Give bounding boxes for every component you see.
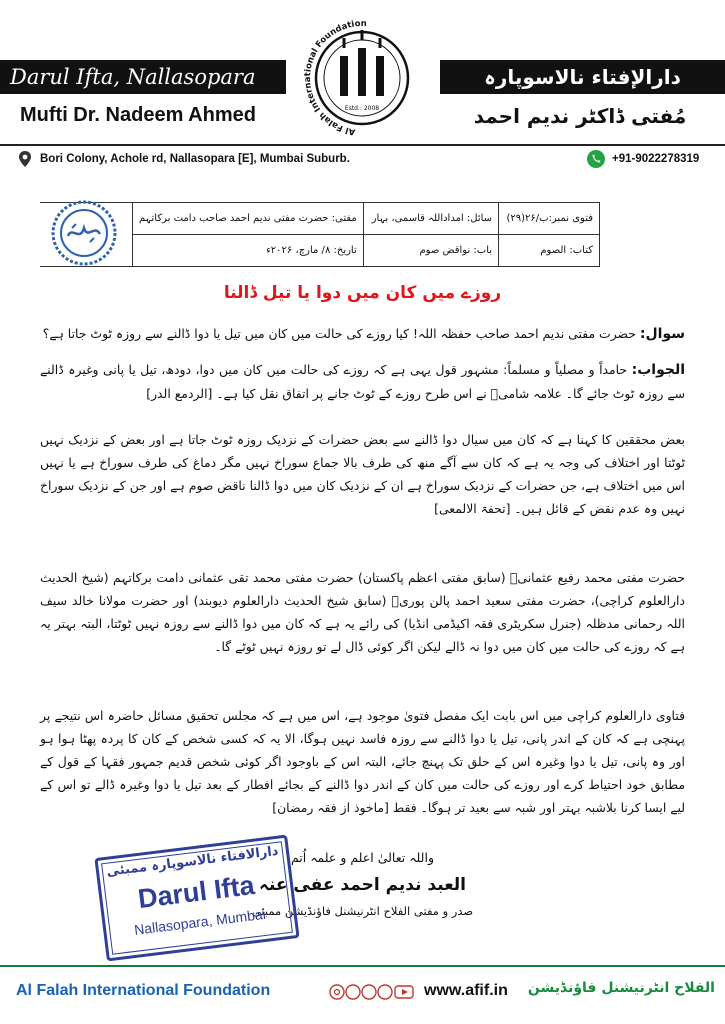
- fatwa-topic-heading: روزے میں کان میں دوا یا تیل ڈالنا: [223, 283, 502, 303]
- footer-organization: Al Falah International Foundation: [16, 982, 271, 999]
- questioner: سائل: امداداللہ قاسمی، بہار: [363, 203, 498, 235]
- instagram-icon: [330, 985, 344, 999]
- karachi-fatwa-paragraph: فتاوی دارالعلوم کراچی میں اس بابت ایک مفصل فتویٰ موجود ہے، اس میں ہے کہ مجلس تحقیق مسائل حاضرہ اس نتیجے پر پہنچی ہے کہ کان کے اندر پانی، تیل یا دوا ڈالنے سے روزہ فاسد نہیں ہوگا، الا یہ کہ کسی شخص کے کان کا پردہ پھٹا ہوا ہو اور وہ پانی، تیل یا دوا وغیرہ اس کے حلق تک پہنچ جائے، البتہ اس کے باوجود اگر کوئی شخص قدیم جمہور فقہا کے قول کے مطابق خود احتیاط کرے اور روزے کی حالت میں کان کے اندر دوا ڈالنے کے بجائے افطار کے بعد تیل یا دوا وغیرہ ڈالے تو اس کے لیے ایسا کرنا بلاشبہ بہتر اور شبہ سے بعید تر ہوگا۔ فقط [ماخوذ از فقہ رمضان]: [40, 708, 685, 815]
- book-name: کتاب: الصوم: [499, 235, 600, 267]
- svg-text:Al Falah International Foundat: Al Falah International Foundation: [302, 18, 367, 137]
- svg-text:Estd.: 2008: Estd.: 2008: [344, 105, 380, 112]
- website-link[interactable]: www.afif.in: [424, 982, 508, 999]
- answer-text: حامداً و مصلیاً و مسلماً: مشہور قول یہی ہے کہ روزے کی حالت میں کان میں دوا، دودھ، تیل یا پانی وغیرہ ڈالنے سے روزہ ٹوٹ جائے گا۔ علامہ شامیؒ نے اس طرح روزے کے ٹوٹ جانے پر اتفاق نقل کیا ہے۔ [الردمع الدر]: [40, 362, 685, 401]
- foundation-logo-icon: [300, 8, 425, 143]
- answer-label: الجواب:: [631, 362, 685, 378]
- facebook-icon: [346, 985, 360, 999]
- social-icons: [329, 983, 417, 1001]
- footer-divider: [0, 965, 725, 967]
- question-text: حضرت مفتی ندیم احمد صاحب حفظہ اللہ! کیا روزے کی حالت میں کان میں تیل یا دوا ڈالنے سے روزہ ٹوٹ جاتا ہے؟: [42, 326, 636, 341]
- mufti-signature: العبد ندیم احمد عفی عنہ: [258, 875, 466, 895]
- question-paragraph: [40, 322, 685, 346]
- address-text: Bori Colony, Achole rd, Nallasopara [E], Mumbai Suburb.: [40, 153, 350, 165]
- pinterest-icon: [378, 985, 392, 999]
- fatwa-number: فتوی نمبر:ب/۲۶(۲۹): [499, 203, 600, 235]
- closing-phrase: واللہ تعالیٰ اعلم و علمہ اُتم: [290, 850, 435, 865]
- fatwa-references-paragraph: حضرت مفتی محمد رفیع عثمانیؒ (سابق مفتی اعظم پاکستان) حضرت مفتی محمد تقی عثمانی دامت برکاتہم (شیخ الحدیث دارالعلوم کراچی)، حضرت مفتی سعید احمد پالن پوریؒ (سابق شیخ الحدیث دارالعلوم دیوبند) اور حضرت مولانا خالد سیف اللہ رحمانی مدظلہ (جنرل سکریٹری فقہ اکیڈمی انڈیا) کی رائے یہ ہے کہ کان میں دوا ڈالنے سے روزہ نہیں ٹوٹتا، البتہ بہتر یہ ہے کہ روزے کی حالت میں کان میں دوا نہ ڈالے لیکن اگر کوئی ڈال لے تو روزہ نہیں ٹوٹے گا۔: [40, 570, 685, 654]
- mufti-info: مفتی: حضرت مفتی ندیم احمد صاحب دامت برکاتہم: [133, 203, 364, 235]
- signature-title: صدر و مفتی الفلاح انٹرنیشنل فاؤنڈیشن ممبئی: [251, 904, 474, 918]
- mufti-name-urdu: مُفتی ڈاکٹر ندیم احمد: [473, 104, 687, 128]
- twitter-icon: [362, 985, 376, 999]
- darul-ifta-english-title: Darul Ifta, Nallasopara: [10, 65, 256, 89]
- question-label: سوال:: [639, 326, 685, 342]
- whatsapp-icon: [586, 149, 606, 169]
- darul-ifta-urdu-title: دارالإفتاء نالاسوپارہ: [484, 65, 681, 89]
- stamp-urdu-text: دارالافتاء نالاسوپارہ ممبئی: [105, 843, 280, 880]
- scholars-opinion-paragraph: بعض محققین کا کہنا ہے کہ کان میں سیال دوا ڈالنے سے بعض حضرات کے نزدیک روزہ ٹوٹ جاتا ہے اور بعض کے نزدیک نہیں ٹوٹتا اور اختلاف کی وجہ یہ ہے کہ کان سے آگے منھ کی طرف بالا جماع سوراخ نہیں مگر دماغ کی طرف سوراخ ہے یا نہیں اس میں اختلاف ہے، جن حضرات کے نزدیک سوراخ ہے ان کے نزدیک کان میں دوا ڈالنا ناقض صوم ہے اور جن کے نزدیک سوراخ نہیں وہ عدم نقض کے قائل ہیں۔ [تحفۃ الالمعی]: [40, 432, 685, 516]
- mufti-name-english: Mufti Dr. Nadeem Ahmed: [20, 104, 256, 126]
- chapter-name: باب: نواقض صوم: [363, 235, 498, 267]
- stamp-english-text: Darul Ifta: [136, 870, 257, 915]
- answer-paragraph: [40, 358, 685, 405]
- phone-number: +91-9022278319: [612, 153, 700, 165]
- fatwa-date: تاریخ: ۸/ مارچ، ۲۰۲۶ء: [133, 235, 364, 267]
- footer-urdu-organization: الفلاح انٹرنیشنل فاؤنڈیشن: [527, 980, 715, 996]
- location-pin-icon: [17, 150, 33, 168]
- fatwa-info-table: [40, 202, 600, 267]
- calligraphy-seal-icon: [44, 198, 124, 268]
- darul-ifta-stamp: [94, 835, 299, 962]
- header-divider: [0, 144, 725, 146]
- stamp-city-text: Nallasopara, Mumbai: [133, 905, 267, 938]
